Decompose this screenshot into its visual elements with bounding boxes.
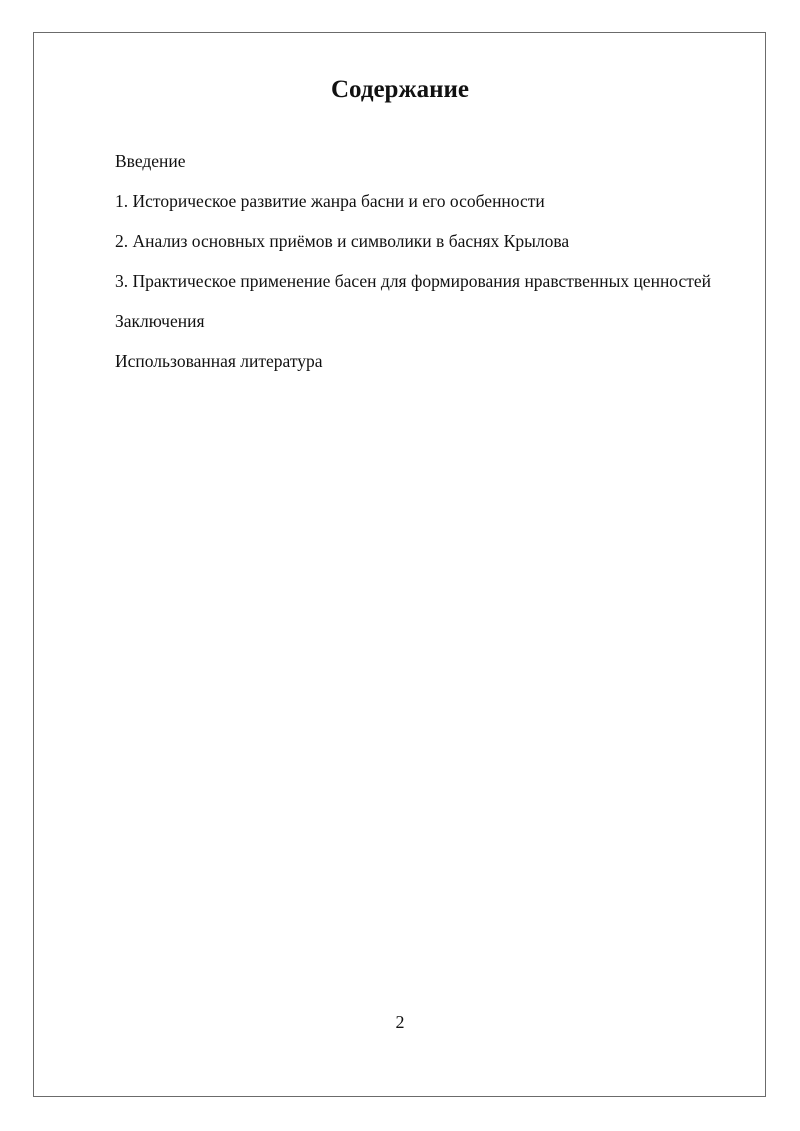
page-title: Содержание xyxy=(330,76,469,103)
toc-item-chapter-3: 3. Практическое применение басен для формирования нравственных ценностей xyxy=(115,271,712,291)
toc-item-references: Использованная литература xyxy=(115,351,323,371)
page-number: 2 xyxy=(395,1012,405,1032)
toc-item-introduction: Введение xyxy=(115,151,186,171)
toc-item-conclusion: Заключения xyxy=(115,311,205,331)
table-of-contents xyxy=(115,146,742,386)
toc-item-chapter-2: 2. Анализ основных приёмов и символики в баснях Крылова xyxy=(115,231,570,251)
toc-item-chapter-1: 1. Историческое развитие жанра басни и его особенности xyxy=(115,191,545,211)
